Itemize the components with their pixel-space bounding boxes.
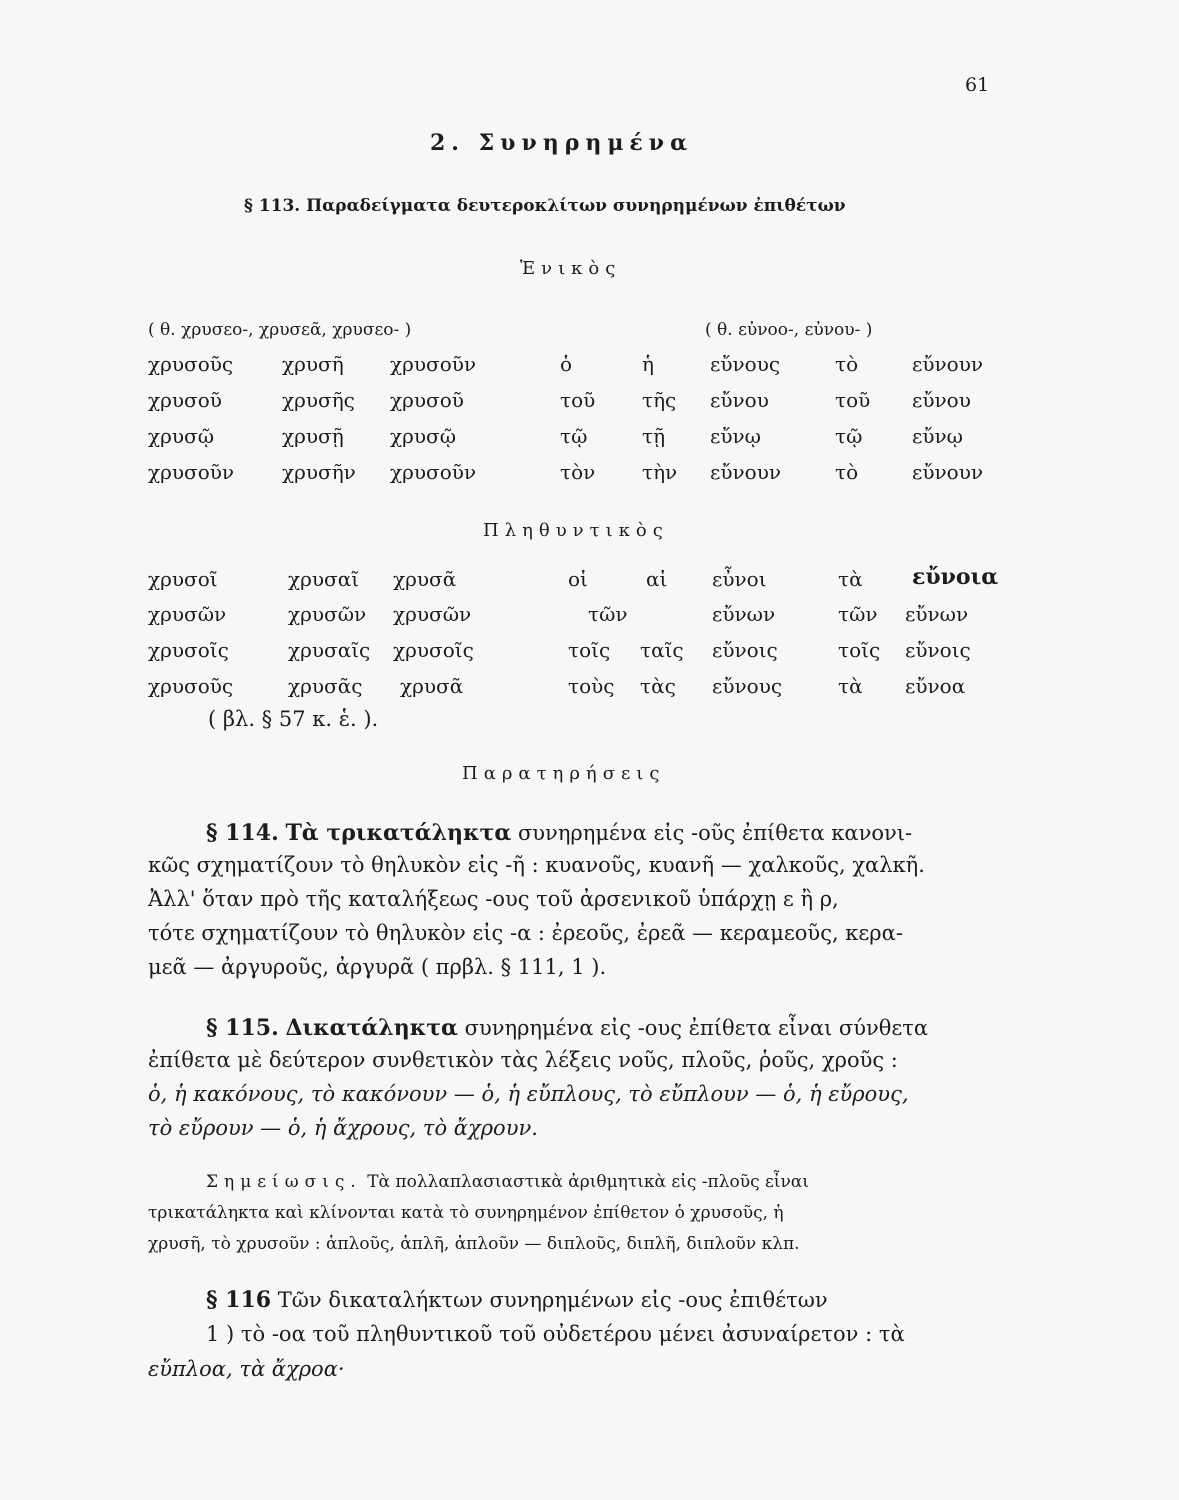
- table-cell: χρυσῇ: [282, 424, 344, 448]
- table-cell: ταῖς: [640, 638, 684, 662]
- table-cell: τοὺς: [568, 674, 615, 698]
- table-cell: τοῖς: [568, 638, 611, 662]
- table-cell: τὰς: [640, 674, 676, 698]
- paragraph-116-line: εὔπλοα, τὰ ἄχροα·: [148, 1357, 345, 1381]
- table-cell: χρυσῷ: [148, 424, 214, 448]
- table-cell: χρυσοῦ: [390, 388, 464, 412]
- table-cell: τῆς: [642, 388, 677, 412]
- table-cell: τὴν: [642, 460, 678, 484]
- table-cell: χρυσᾶ: [400, 674, 464, 698]
- table-cell: οἱ: [568, 567, 588, 591]
- paragraph-116-line: Τῶν δικαταλήκτων συνηρημένων εἰς -ους ἐπιθέτων: [271, 1288, 828, 1312]
- table-cell: εὔνοις: [712, 638, 778, 662]
- table-cell: χρυσοῦς: [148, 674, 234, 698]
- table-cell: εὔνουν: [912, 460, 984, 484]
- paragraph-115-line: ὁ, ἡ κακόνους, τὸ κακόνουν — ὁ, ἡ εὔπλους, τὸ εὔπλουν — ὁ, ἡ εὔρους,: [148, 1082, 909, 1106]
- plural-label: Πληθυντικὸς: [483, 520, 669, 541]
- paragraph-115-term: Δικατάληκτα: [285, 1015, 458, 1041]
- paragraph-114-line: τότε σχηματίζουν τὸ θηλυκὸν εἰς -α : ἐρεοῦς, ἐρεᾶ — κεραμεοῦς, κερα-: [148, 921, 903, 945]
- table-cell: χρυσῶν: [288, 602, 367, 626]
- note-label: Σημείωσις.: [206, 1172, 362, 1192]
- table-cell: τοῦ: [560, 388, 596, 412]
- table-cell: τῷ: [560, 424, 588, 448]
- paragraph-115-line: ἐπίθετα μὲ δεύτερον συνθετικὸν τὰς λέξεις νοῦς, πλοῦς, ῥοῦς, χροῦς :: [148, 1048, 898, 1072]
- singular-stem-right: ( θ. εὐνοο-, εὐνου- ): [705, 320, 873, 340]
- table-cell: χρυσαῖς: [288, 638, 371, 662]
- table-cell: τὸ: [835, 352, 859, 376]
- table-cell: εὔνων: [712, 602, 776, 626]
- note-line: τρικατάληκτα καὶ κλίνονται κατὰ τὸ συνηρημένον ἐπίθετον ὁ χρυσοῦς, ἡ: [148, 1203, 784, 1223]
- table-cell: εὔνου: [912, 388, 971, 412]
- table-cell: χρυσᾶ: [393, 567, 457, 591]
- observations-heading: Παρατηρήσεις: [462, 763, 666, 784]
- table-cell: εὔνοα: [905, 674, 966, 698]
- paragraph-114-term: Τὰ τρικατάληκτα: [285, 820, 512, 846]
- paragraph-115-line: τὸ εὔρουν — ὁ, ἡ ἄχρους, τὸ ἄχρουν.: [148, 1116, 538, 1140]
- table-cell: χρυσοῦν: [148, 460, 235, 484]
- table-cell: χρυσῶν: [148, 602, 227, 626]
- paragraph-115-number: § 115.: [206, 1015, 279, 1041]
- table-cell: εὔνῳ: [912, 424, 963, 448]
- table-cell: τὸ: [835, 460, 859, 484]
- table-cell: εὔνους: [712, 674, 783, 698]
- paragraph-113-heading: § 113. Παραδείγματα δευτεροκλίτων συνηρημένων ἐπιθέτων: [244, 196, 846, 216]
- table-cell: εὔνουν: [710, 460, 782, 484]
- table-cell: εὔνῳ: [710, 424, 761, 448]
- table-cell: χρυσοῦς: [148, 352, 234, 376]
- table-cell: τοῦ: [835, 388, 871, 412]
- table-cell: τῶν: [588, 602, 628, 626]
- note-line: Τὰ πολλαπλασιαστικὰ ἀριθμητικὰ εἰς -πλοῦς εἶναι: [361, 1172, 809, 1192]
- plural-reference: ( βλ. § 57 κ. ἑ. ).: [208, 707, 379, 731]
- table-cell: χρυσᾶς: [288, 674, 363, 698]
- table-cell: τῷ: [835, 424, 863, 448]
- table-cell: χρυσοῖς: [148, 638, 229, 662]
- paragraph-116-number: § 116: [206, 1287, 272, 1313]
- table-cell: τὸν: [560, 460, 596, 484]
- note-line: χρυσῆ, τὸ χρυσοῦν : ἁπλοῦς, ἁπλῆ, ἁπλοῦν — διπλοῦς, διπλῆ, διπλοῦν κλπ.: [148, 1234, 800, 1254]
- table-cell: εὔνουν: [912, 352, 984, 376]
- paragraph-114-line: συνηρημένα εἰς -οῦς ἐπίθετα κανονι-: [511, 821, 913, 845]
- table-cell: εὔνους: [710, 352, 781, 376]
- table-cell: τὰ: [838, 674, 863, 698]
- table-cell: χρυσῆν: [282, 460, 356, 484]
- table-cell: τοῖς: [838, 638, 881, 662]
- table-cell: χρυσοῦν: [390, 460, 477, 484]
- table-cell: εὔνοις: [905, 638, 971, 662]
- table-cell: χρυσοῦν: [390, 352, 477, 376]
- paragraph-114-line: μεᾶ — ἀργυροῦς, ἀργυρᾶ ( πρβλ. § 111, 1 ).: [148, 955, 607, 979]
- table-cell: χρυσοῦ: [148, 388, 222, 412]
- table-cell: χρυσοῖ: [148, 567, 218, 591]
- table-cell: τῇ: [642, 424, 666, 448]
- table-cell: χρυσαῖ: [288, 567, 360, 591]
- paragraph-114-line: Ἀλλ' ὅταν πρὸ τῆς καταλήξεως -ους τοῦ ἀρσενικοῦ ὑπάρχῃ ε ἢ ρ,: [148, 887, 839, 911]
- table-cell: εὔνου: [710, 388, 769, 412]
- table-cell: χρυσοῖς: [393, 638, 474, 662]
- singular-stem-left: ( θ. χρυσεο-, χρυσεᾶ, χρυσεο- ): [148, 320, 412, 340]
- table-cell: εὔνων: [905, 602, 969, 626]
- table-cell: τὰ: [838, 567, 863, 591]
- table-cell: εὔνοια: [912, 564, 999, 590]
- paragraph-116-line: 1 ) τὸ -οα τοῦ πληθυντικοῦ τοῦ οὐδετέρου μένει ἀσυναίρετον : τὰ: [206, 1322, 905, 1346]
- singular-label: Ἑνικὸς: [520, 258, 622, 279]
- table-cell: αἱ: [646, 567, 668, 591]
- paragraph-114-number: § 114.: [206, 820, 279, 846]
- paragraph-114-line: κῶς σχηματίζουν τὸ θηλυκὸν εἰς -ῆ : κυανοῦς, κυανῆ — χαλκοῦς, χαλκῆ.: [148, 853, 925, 877]
- table-cell: χρυσῷ: [390, 424, 456, 448]
- table-cell: ὁ: [560, 352, 573, 376]
- table-cell: ἡ: [642, 352, 654, 376]
- table-cell: εὖνοι: [712, 567, 767, 591]
- table-cell: χρυσῆς: [282, 388, 355, 412]
- paragraph-115-line: συνηρημένα εἰς -ους ἐπίθετα εἶναι σύνθετα: [457, 1016, 929, 1040]
- table-cell: χρυσῆ: [282, 352, 344, 376]
- table-cell: τῶν: [838, 602, 878, 626]
- section-heading: 2. Συνηρημένα: [430, 130, 694, 156]
- page-number: 61: [965, 74, 990, 96]
- table-cell: χρυσῶν: [393, 602, 472, 626]
